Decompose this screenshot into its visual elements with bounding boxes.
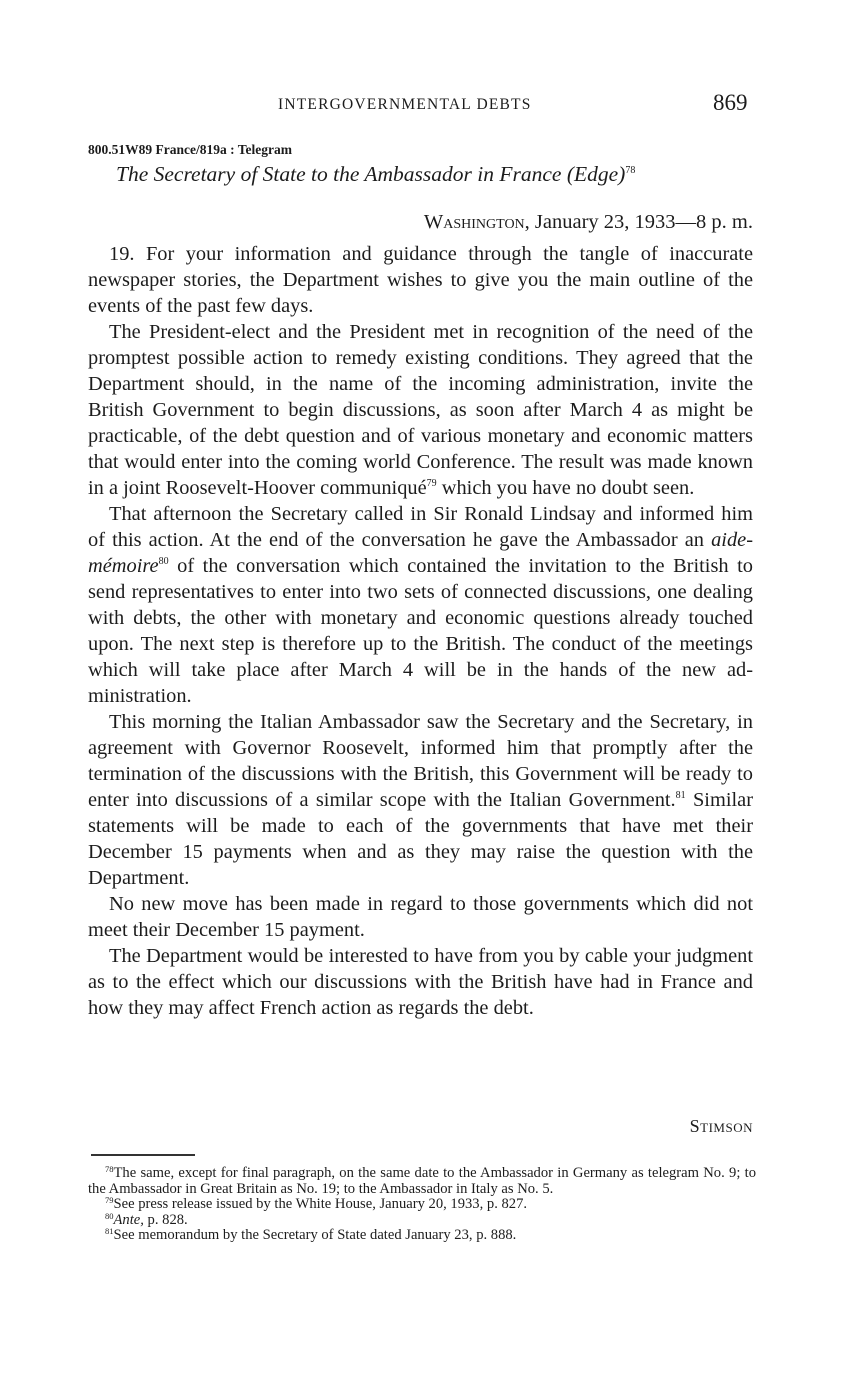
footnote-text: See press release issued by the White House, January 20, 1933, p. 827.	[113, 1196, 528, 1212]
footnote-ref-79: 79	[426, 478, 437, 489]
footnote-marker: 78	[105, 1164, 114, 1174]
paragraph-6: The Department would be interested to have from you by cable your judgment as to the effect which our discussions with the British have had in France and how they may affect French action as regards the debt.	[88, 945, 753, 1019]
footnote-marker: 79	[105, 1195, 114, 1205]
footnote-text: p. 828.	[143, 1211, 188, 1228]
document-title	[116, 162, 635, 187]
dateline	[424, 211, 753, 234]
footnote-81	[88, 1228, 756, 1244]
footnote-79	[88, 1197, 756, 1213]
file-reference: 800.51W89 France/819a : Telegram	[88, 142, 292, 157]
paragraph-4	[88, 709, 753, 891]
telegram-body	[88, 241, 753, 1021]
paragraph-5: No new move has been made in regard to those governments which did not meet their December 15 payment.	[88, 893, 753, 941]
footnote-marker: 80	[105, 1210, 114, 1221]
signature: Stimson	[689, 1116, 753, 1136]
document-title-text: The Secretary of State to the Ambassador in France (Edge)	[116, 162, 626, 186]
paragraph-3	[88, 501, 753, 709]
paragraph-2-text-b: which you have no doubt seen.	[436, 477, 695, 499]
footnote-ref-78: 78	[625, 165, 636, 176]
footnote-80	[88, 1210, 756, 1229]
footnote-italic-text: Ante,	[113, 1211, 144, 1228]
paragraph-3-text-a: That afternoon the Secretary called in Sir Ronald Lindsay and informed him of this action. At the end of the conversation he gave the Ambassador an	[88, 503, 753, 551]
running-head: INTERGOVERNMENTAL DEBTS	[278, 96, 532, 113]
footnotes	[88, 1166, 756, 1244]
footnote-marker: 81	[105, 1226, 114, 1236]
footnote-ref-80: 80	[158, 556, 169, 567]
paragraph-2	[88, 319, 753, 501]
paragraph-1: 19. For your information and guidance through the tangle of inaccurate newspaper stories, the Department wishes to give you the main outline of the events of the past few days.	[88, 243, 753, 317]
footnote-text: The same, except for final paragraph, on the same date to the Ambassador in Germany as telegram No. 9; to the Ambassador in Great Britain as No. 19; to the Ambassador in Italy as No. 5.	[88, 1165, 756, 1197]
paragraph-3-text-b: of the conversation which contained the invitation to the British to send representatives to enter into two sets of connected discussions, one dealing with debts, the other with monetary and economic questions already touched upon. The next step is therefore up to the British. The conduct of the meetings which will take place after March 4 will be in the hands of the new administration.	[88, 555, 753, 707]
paragraph-2-text-a: The President-elect and the President met in recognition of the need of the promptest possible action to remedy existing conditions. They agreed that the Department should, in the name of the incoming administration, invite the British Government to begin discussions, as soon after March 4 as might be practicable, of the debt question and of various monetary and economic matters that would enter into the coming world Conference. The result was made known in a joint Roosevelt-Hoover communiqué	[88, 321, 753, 499]
paragraph-4-text-a: This morning the Italian Ambassador saw the Secretary and the Secretary, in agreement with Governor Roosevelt, informed him that promptly after the termination of the discussions with the British, this Government will be ready to enter into discussions of a similar scope with the Italian Government.	[88, 711, 753, 811]
footnote-text: See memorandum by the Secretary of State dated January 23, p. 888.	[113, 1227, 517, 1243]
footnote-divider	[91, 1154, 195, 1156]
aide-memoire-term: aide-mémoire	[88, 529, 753, 577]
page-number: 869	[713, 90, 748, 115]
dateline-date: January 23, 1933—8 p. m.	[534, 211, 753, 233]
paragraph-4-text-b: Similar statements will be made to each of the governments that have met their December 15 payments when and as they may raise the question with the Department.	[88, 789, 754, 889]
footnote-ref-81: 81	[675, 790, 686, 801]
footnote-78	[88, 1166, 756, 1197]
dateline-place: Washington,	[423, 211, 530, 233]
